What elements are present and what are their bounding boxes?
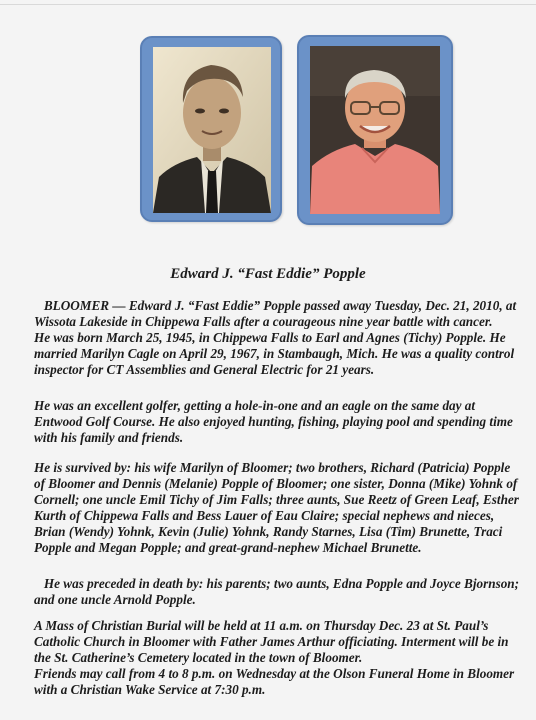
text-line: He was born March 25, 1945, in Chippewa Falls to Earl and Agnes (Tichy) Popple. He bbox=[34, 330, 506, 345]
text-line: married Marilyn Cagle on April 29, 1967, in Stambaugh, Mich. He was a quality control bbox=[34, 346, 515, 361]
text-line: Kurth of Chippewa Falls and Bess Lauer of Eau Claire; special nephews and nieces, bbox=[34, 508, 495, 523]
photo-frame-older bbox=[297, 35, 453, 225]
paragraph-hobbies bbox=[34, 398, 536, 446]
text-line: BLOOMER — Edward J. “Fast Eddie” Popple passed away Tuesday, Dec. 21, 2010, at bbox=[34, 298, 517, 313]
text-line: He was an excellent golfer, getting a hole-in-one and an eagle on the same day at bbox=[34, 398, 476, 413]
text-line: Friends may call from 4 to 8 p.m. on Wednesday at the Olson Funeral Home in Bloomer bbox=[34, 666, 515, 681]
photo-frame-young bbox=[140, 36, 282, 222]
top-rule bbox=[0, 4, 536, 5]
text-line: of Bloomer and Dennis (Melanie) Popple of Bloomer; one sister, Donna (Mike) Yohnk of bbox=[34, 476, 518, 491]
paragraph-preceded bbox=[34, 576, 536, 608]
older-portrait-photo bbox=[310, 46, 440, 214]
text-line: Wissota Lakeside in Chippewa Falls after a courageous nine year battle with cancer. bbox=[34, 314, 493, 329]
paragraph-survivors bbox=[34, 460, 536, 556]
text-line: Cornell; one uncle Emil Tichy of Jim Falls; three aunts, Sue Reetz of Green Leaf, Esther bbox=[34, 492, 519, 507]
text-line: He is survived by: his wife Marilyn of Bloomer; two brothers, Richard (Patricia) Popple bbox=[34, 460, 511, 475]
obituary-headline: Edward J. “Fast Eddie” Popple bbox=[170, 266, 366, 282]
text-line: with a Christian Wake Service at 7:30 p.m. bbox=[34, 682, 266, 697]
paragraph-services bbox=[34, 618, 536, 698]
text-line: A Mass of Christian Burial will be held at 11 a.m. on Thursday Dec. 23 at St. Paul’s bbox=[34, 618, 489, 633]
text-line: He was preceded in death by: his parents; two aunts, Edna Popple and Joyce Bjornson; bbox=[34, 576, 520, 591]
young-portrait-photo bbox=[153, 47, 271, 213]
text-line: inspector for CT Assemblies and General Electric for 21 years. bbox=[34, 362, 375, 377]
text-line: with his family and friends. bbox=[34, 430, 184, 445]
text-line: Entwood Golf Course. He also enjoyed hunting, fishing, playing pool and spending time bbox=[34, 414, 513, 429]
text-line: the St. Catherine’s Cemetery located in the town of Bloomer. bbox=[34, 650, 363, 665]
paragraph-bio bbox=[34, 298, 536, 378]
text-line: Brian (Wendy) Yohnk, Kevin (Julie) Yohnk, Randy Starnes, Lisa (Tim) Brunette, Traci bbox=[34, 524, 503, 539]
text-line: Popple and Megan Popple; and great-grand-nephew Michael Brunette. bbox=[34, 540, 422, 555]
text-line: and one uncle Arnold Popple. bbox=[34, 592, 196, 607]
text-line: Catholic Church in Bloomer with Father James Arthur officiating. Interment will be in bbox=[34, 634, 509, 649]
